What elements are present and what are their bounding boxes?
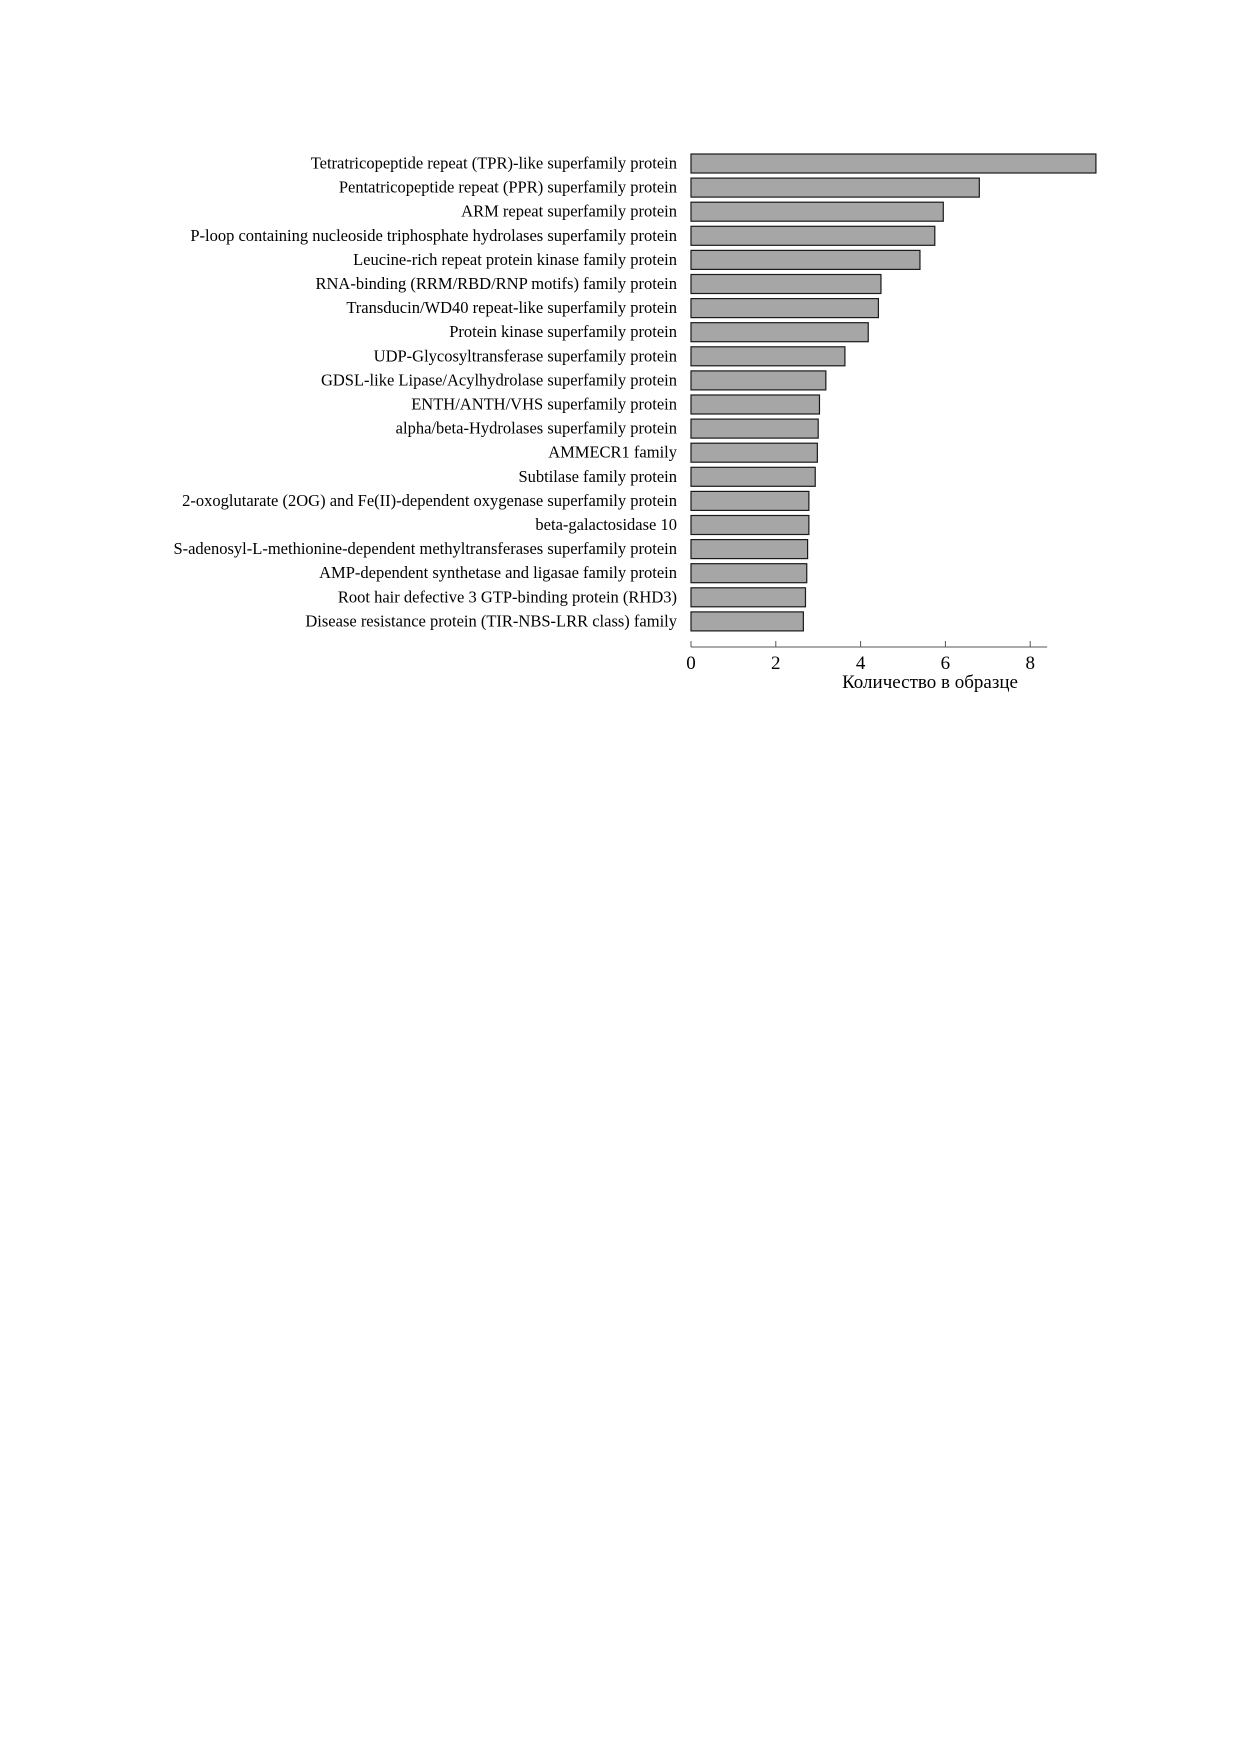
x-tick-label-1: 2 bbox=[771, 653, 781, 674]
bar-12 bbox=[691, 443, 817, 462]
bar-1 bbox=[691, 178, 979, 197]
bar-13 bbox=[691, 467, 815, 486]
x-axis-label: Количество в образце bbox=[842, 672, 1018, 693]
category-label-8: UDP-Glycosyltransferase superfamily protein bbox=[373, 346, 677, 366]
x-tick-label-2: 4 bbox=[855, 653, 866, 674]
category-label-15: beta-galactosidase 10 bbox=[535, 515, 677, 534]
category-label-19: Disease resistance protein (TIR-NBS-LRR class) family bbox=[305, 611, 677, 631]
bar-3 bbox=[691, 226, 935, 245]
bar-9 bbox=[691, 371, 826, 390]
bar-16 bbox=[691, 540, 808, 559]
bars-group bbox=[691, 154, 1096, 631]
category-label-12: AMMECR1 family bbox=[548, 442, 677, 462]
bar-15 bbox=[691, 516, 809, 535]
category-label-11: alpha/beta-Hydrolases superfamily protein bbox=[395, 418, 677, 438]
category-label-16: S-adenosyl-L-methionine-dependent methyltransferases superfamily protein bbox=[173, 539, 677, 559]
bar-14 bbox=[691, 491, 809, 510]
bar-6 bbox=[691, 299, 878, 318]
category-label-9: GDSL-like Lipase/Acylhydrolase superfamily protein bbox=[320, 370, 677, 390]
category-label-5: RNA-binding (RRM/RBD/RNP motifs) family protein bbox=[315, 274, 677, 293]
category-label-0: Tetratricopeptide repeat (TPR)-like superfamily protein bbox=[310, 153, 677, 173]
category-labels-group bbox=[173, 154, 677, 631]
category-label-7: Protein kinase superfamily protein bbox=[449, 322, 677, 342]
x-ticks-group bbox=[686, 641, 1035, 674]
bar-5 bbox=[691, 275, 881, 294]
category-label-14: 2-oxoglutarate (2OG) and Fe(II)-dependent oxygenase superfamily protein bbox=[182, 490, 677, 510]
category-label-3: P-loop containing nucleoside triphosphate hydrolases superfamily protein bbox=[190, 225, 677, 245]
category-label-1: Pentatricopeptide repeat (PPR) superfamily protein bbox=[338, 177, 677, 197]
bar-2 bbox=[691, 202, 943, 221]
x-tick-label-0: 0 bbox=[686, 653, 696, 674]
category-label-4: Leucine-rich repeat protein kinase family protein bbox=[353, 249, 677, 269]
x-tick-label-3: 6 bbox=[940, 653, 951, 674]
bar-7 bbox=[691, 323, 868, 342]
bar-4 bbox=[691, 250, 920, 269]
x-tick-label-4: 8 bbox=[1025, 653, 1035, 674]
bar-8 bbox=[691, 347, 845, 366]
bar-11 bbox=[691, 419, 818, 438]
category-label-18: Root hair defective 3 GTP-binding protein (RHD3) bbox=[337, 587, 677, 607]
bar-17 bbox=[691, 564, 807, 583]
category-label-13: Subtilase family protein bbox=[518, 466, 677, 486]
bar-10 bbox=[691, 395, 819, 414]
bar-19 bbox=[691, 612, 803, 631]
x-axis bbox=[686, 641, 1047, 674]
category-label-6: Transducin/WD40 repeat-like superfamily protein bbox=[346, 298, 677, 318]
category-label-10: ENTH/ANTH/VHS superfamily protein bbox=[411, 394, 677, 414]
category-label-17: AMP-dependent synthetase and ligasae family protein bbox=[319, 563, 677, 583]
category-label-2: ARM repeat superfamily protein bbox=[461, 201, 677, 221]
bar-0 bbox=[691, 154, 1096, 173]
bar-18 bbox=[691, 588, 805, 607]
